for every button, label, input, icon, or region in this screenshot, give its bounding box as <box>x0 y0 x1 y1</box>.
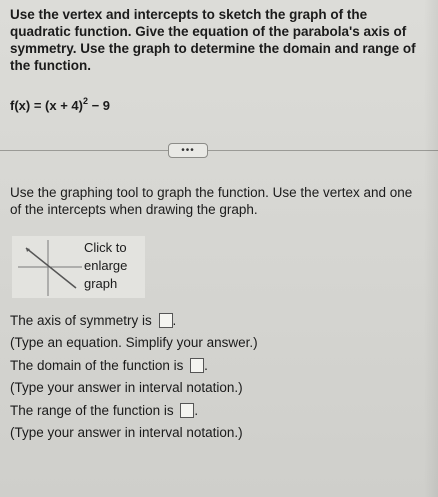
function-equation <box>10 96 110 113</box>
enlarge-label-line2: enlarge <box>84 258 128 273</box>
range-hint: (Type your answer in interval notation.) <box>10 425 243 440</box>
expand-more-button[interactable]: ••• <box>168 143 208 158</box>
function-exponent: 2 <box>82 96 88 106</box>
function-constant: − 9 <box>87 98 111 113</box>
enlarge-label-line3: graph <box>84 276 118 291</box>
domain-prompt: The domain of the function is <box>10 358 184 373</box>
enlarge-graph-label <box>84 236 127 298</box>
domain-hint: (Type your answer in interval notation.) <box>10 380 243 395</box>
enlarge-label-line1: Click to <box>84 240 127 255</box>
axis-answer-box[interactable] <box>159 313 173 328</box>
range-question: The range of the function is . <box>10 403 199 418</box>
domain-question: The domain of the function is . <box>10 358 208 373</box>
edge-shadow <box>424 0 438 497</box>
axis-prompt: The axis of symmetry is <box>10 313 152 328</box>
range-answer-box[interactable] <box>180 403 194 418</box>
range-prompt: The range of the function is <box>10 403 174 418</box>
enlarge-graph-button[interactable] <box>12 236 145 298</box>
function-base: f(x) = (x + 4) <box>10 98 83 113</box>
section-divider <box>0 150 438 151</box>
problem-instructions: Use the vertex and intercepts to sketch the graph of the quadratic function. Give the equation of the parabola's axis of symmetry. Use the graph to determine the domain and range of the function. <box>10 7 416 73</box>
axis-question: The axis of symmetry is . <box>10 313 177 328</box>
graph-thumbnail-icon <box>12 236 84 298</box>
graphing-instructions: Use the graphing tool to graph the function. Use the vertex and one of the intercepts when drawing the graph. <box>10 185 413 217</box>
axis-hint: (Type an equation. Simplify your answer.) <box>10 335 258 350</box>
domain-answer-box[interactable] <box>190 358 204 373</box>
